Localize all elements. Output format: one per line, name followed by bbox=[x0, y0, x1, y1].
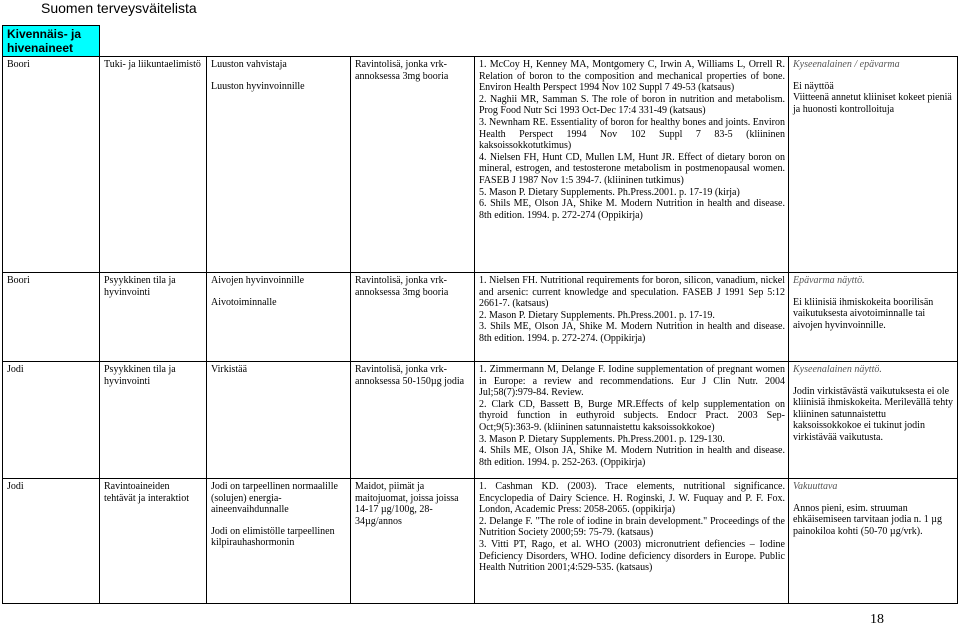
reference-item: 1. Cashman KD. (2003). Trace elements, nutritional significance. Encyclopedia of Dairy Science. H. Roginski, J. W. Fuquay and P. F. Fox. London, Academic Press: 2058-2065. (oppikirja) bbox=[479, 481, 785, 516]
reference-item: 1. Nielsen FH. Nutritional requirements for boron, silicon, vanadium, nickel and arsenic: current knowledge and speculation. FASEB J 1991 Sep 5:12 2661-7. (katsaus) bbox=[479, 275, 785, 310]
page-number: 18 bbox=[870, 612, 884, 627]
cell-usage: Ravintolisä, jonka vrk-annoksessa 3mg booria bbox=[351, 57, 475, 273]
cell-references bbox=[475, 273, 789, 362]
reference-item: 2. Delange F. "The role of iodine in brain development." Proceedings of the Nutrition Society 2000;59: 75-79. (katsaus) bbox=[479, 515, 785, 539]
claims-table bbox=[2, 25, 958, 604]
conclusion-text: Annos pieni, esim. struuman ehkäisemiseen tarvitaan jodia n. 1 µg painokiloa kohti (50-70 µg/vrk). bbox=[793, 502, 943, 537]
claim-text: Jodi on tarpeellinen normaalille (solujen) energia-aineenvaihdunnalle bbox=[211, 481, 338, 516]
cell-references bbox=[475, 362, 789, 479]
table-header-row bbox=[3, 26, 958, 57]
conclusion-title: Kyseenalainen näyttö. bbox=[793, 364, 882, 375]
cell-conclusion bbox=[789, 362, 958, 479]
reference-item: 3. Newnham RE. Essentiality of boron for healthy bones and joints. Environ Health Perspect 1994 Nov 102 Suppl 7 83-5 (kliininen kaksoissokkotutkimus) bbox=[479, 116, 785, 152]
cell-conclusion bbox=[789, 57, 958, 273]
reference-item: 5. Mason P. Dietary Supplements. Ph.Press.2001. p. 17-19 (kirja) bbox=[479, 186, 740, 198]
cell-nutrient: Boori bbox=[3, 57, 100, 273]
header-blank bbox=[100, 26, 958, 57]
cell-nutrient: Jodi bbox=[3, 362, 100, 479]
cell-claims bbox=[207, 57, 351, 273]
cell-references bbox=[475, 479, 789, 604]
conclusion-text: Ei näyttöä bbox=[793, 80, 834, 92]
reference-item: 4. Shils ME, Olson JA, Shike M. Modern Nutrition in health and disease. 8th edition. 1994. p. 252-263. (Oppikirja) bbox=[479, 445, 785, 468]
cell-references bbox=[475, 57, 789, 273]
cell-usage: Ravintolisä, jonka vrk-annoksessa 50-150µg jodia bbox=[351, 362, 475, 479]
cell-nutrient: Boori bbox=[3, 273, 100, 362]
claim-text: Luuston hyvinvoinnille bbox=[211, 80, 305, 92]
reference-item: 2. Clark CD, Bassett B, Burge MR.Effects of kelp supplementation on thyroid function in euthyroid subjects. Endocr Pract. 2003 Sep-Oct;9(5):363-9. (kliininen satunnaistettu kaksoissokkokoe) bbox=[479, 398, 785, 433]
reference-item: 1. Zimmermann M, Delange F. Iodine supplementation of pregnant women in Europe: a review and recommendations. Eur J Clin Nutr. 2004 Jul;58(7):979-84. Review. bbox=[479, 364, 785, 399]
table-row bbox=[3, 362, 958, 479]
reference-item: 2. Mason P. Dietary Supplements. Ph.Press.2001. p. 17-19. bbox=[479, 309, 715, 321]
header-minerals: Kivennäis- ja hivenaineet bbox=[3, 26, 100, 57]
conclusion-title: Vakuuttava bbox=[793, 481, 838, 492]
claim-text: Aivotoiminnalle bbox=[211, 296, 277, 308]
table-row bbox=[3, 57, 958, 273]
cell-category: Ravintoaineiden tehtävät ja interaktiot bbox=[100, 479, 207, 604]
conclusion-text: Viitteenä annetut kliiniset kokeet pieniä ja huonosti kontrolloituja bbox=[793, 92, 952, 115]
claim-text: Luuston vahvistaja bbox=[211, 59, 287, 70]
reference-item: 3. Vitti PT, Rago, et al. WHO (2003) micronutrient defiencies – Iodine Deficiency Disorders, WHO. Iodine deficiency disorders in Europe. Public Health Nutrition 2001;4:529-535. (katsaus) bbox=[479, 538, 785, 574]
reference-item: 3. Mason P. Dietary Supplements. Ph.Press.2001. p. 129-130. bbox=[479, 433, 725, 445]
cell-usage: Maidot, piimät ja maitojuomat, joissa joissa 14-17 µg/100g, 28-34µg/annos bbox=[351, 479, 475, 604]
cell-claims bbox=[207, 362, 351, 479]
reference-item: 6. Shils ME, Olson JA, Shike M. Modern Nutrition in health and disease. 8th edition. 1994. p. 272-274 (Oppikirja) bbox=[479, 198, 785, 221]
reference-item: 1. McCoy H, Kenney MA, Montgomery C, Irwin A, Williams L, Orrell R. Relation of boron to the composition and mechanical properties of bone. Environ Health Perspect 1994 Nov 102 Suppl 7 49-53 (katsaus) bbox=[479, 59, 785, 94]
conclusion-text: Ei kliinisiä ihmiskokeita boorilisän vaikutuksesta aivotoiminnalle tai aivojen hyvinvoinnille. bbox=[793, 296, 934, 331]
reference-item: 4. Nielsen FH, Hunt CD, Mullen LM, Hunt JR. Effect of dietary boron on mineral, estrogen, and testosterone metabolism in postmenopausal women. FASEB J 1987 Nov 1:5 394-7. (kliininen tutkimus) bbox=[479, 151, 785, 186]
conclusion-text: Jodin virkistävästä vaikutuksesta ei ole kliinisiä ihmiskokeita. Merilevällä tehty kliininen satunnaistettu kaksoissokkokoe ei tukinut jodin virkistävää vaikutusta. bbox=[793, 385, 953, 443]
claim-text: Virkistää bbox=[211, 364, 248, 375]
cell-claims bbox=[207, 479, 351, 604]
reference-item: 2. Naghii MR, Samman S. The role of boron in nutrition and metabolism. Prog Food Nutr Sci 1993 Oct-Dec 17:4 331-49 (katsaus) bbox=[479, 93, 785, 117]
table-row bbox=[3, 479, 958, 604]
cell-conclusion bbox=[789, 273, 958, 362]
cell-usage: Ravintolisä, jonka vrk-annoksessa 3mg booria bbox=[351, 273, 475, 362]
table-row bbox=[3, 273, 958, 362]
page-title: Suomen terveysväitelista bbox=[41, 0, 197, 16]
cell-claims bbox=[207, 273, 351, 362]
claim-text: Aivojen hyvinvoinnille bbox=[211, 275, 305, 286]
claim-text: Jodi on elimistölle tarpeellinen kilpirauhashormonin bbox=[211, 525, 335, 549]
reference-item: 3. Shils ME, Olson JA, Shike M. Modern Nutrition in health and disease. 8th edition. 1994. p. 272-274. (Oppikirja) bbox=[479, 321, 785, 344]
conclusion-title: Epävarma näyttö. bbox=[793, 275, 865, 286]
cell-conclusion bbox=[789, 479, 958, 604]
cell-category: Psyykkinen tila ja hyvinvointi bbox=[100, 273, 207, 362]
cell-category: Tuki- ja liikuntaelimistö bbox=[100, 57, 207, 273]
conclusion-title: Kyseenalainen / epävarma bbox=[793, 59, 900, 70]
cell-nutrient: Jodi bbox=[3, 479, 100, 604]
cell-category: Psyykkinen tila ja hyvinvointi bbox=[100, 362, 207, 479]
